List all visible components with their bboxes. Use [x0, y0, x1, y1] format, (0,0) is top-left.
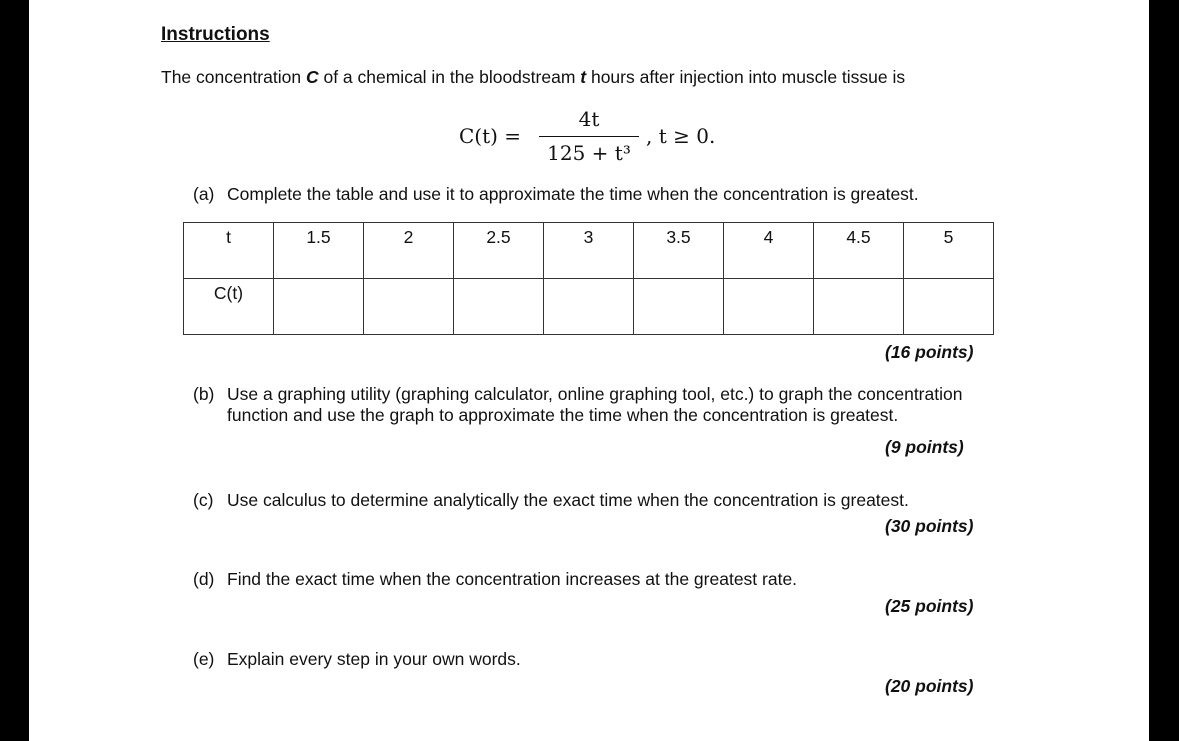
question-c-label: (c): [193, 490, 214, 510]
table-row-ct: [184, 279, 994, 335]
formula-denominator: 125 + t³: [547, 141, 631, 165]
instructions-heading: Instructions: [161, 24, 270, 45]
concentration-formula: [459, 105, 759, 169]
table-cell-empty[interactable]: [724, 279, 814, 335]
points-b: (9 points): [885, 437, 964, 457]
question-a-text: Complete the table and use it to approximate the time when the concentration is greatest.: [227, 184, 919, 204]
values-table: [183, 222, 994, 335]
table-cell: 2: [364, 223, 454, 279]
question-b: [193, 384, 1093, 426]
table-cell-empty[interactable]: [454, 279, 544, 335]
table-cell-empty[interactable]: [634, 279, 724, 335]
fraction-bar: [539, 136, 639, 137]
var-c: C: [305, 67, 319, 87]
table-cell: 4.5: [814, 223, 904, 279]
document-page: [29, 0, 1149, 741]
question-a-label: (a): [193, 184, 215, 204]
question-a: [193, 184, 919, 205]
intro-text: [161, 67, 905, 88]
table-cell-empty[interactable]: [364, 279, 454, 335]
question-b-label: (b): [193, 384, 215, 404]
question-d-text: Find the exact time when the concentration increases at the greatest rate.: [227, 569, 798, 589]
question-e: [193, 649, 521, 670]
table-cell-empty[interactable]: [544, 279, 634, 335]
points-c: (30 points): [885, 516, 974, 536]
question-d-label: (d): [193, 569, 215, 589]
points-d: (25 points): [885, 596, 974, 616]
table-row-t: [184, 223, 994, 279]
formula-numerator: 4t: [578, 107, 600, 131]
question-b-line1: Use a graphing utility (graphing calculator, online graphing tool, etc.) to graph the concentration: [227, 384, 963, 404]
points-e: (20 points): [885, 676, 974, 696]
table-cell: 1.5: [274, 223, 364, 279]
formula-condition: , t ≥ 0.: [646, 124, 716, 148]
question-c: [193, 490, 909, 511]
table-cell-empty[interactable]: [904, 279, 994, 335]
table-cell: 4: [724, 223, 814, 279]
table-cell: 3.5: [634, 223, 724, 279]
intro-before: The concentration: [161, 67, 306, 87]
table-cell-empty[interactable]: [814, 279, 904, 335]
question-d: [193, 569, 797, 590]
points-a: (16 points): [885, 342, 974, 362]
question-e-text: Explain every step in your own words.: [227, 649, 521, 669]
formula-fraction: [539, 105, 639, 167]
table-cell-empty[interactable]: [274, 279, 364, 335]
formula-lhs: C(t) =: [459, 124, 522, 148]
intro-after: hours after injection into muscle tissue is: [586, 67, 906, 87]
table-cell: t: [184, 223, 274, 279]
intro-middle: of a chemical in the bloodstream: [318, 67, 581, 87]
table-cell: 3: [544, 223, 634, 279]
table-cell: 2.5: [454, 223, 544, 279]
question-b-line2: function and use the graph to approximate the time when the concentration is greatest.: [227, 405, 899, 425]
var-t: t: [580, 67, 587, 87]
table-cell: C(t): [184, 279, 274, 335]
table-cell: 5: [904, 223, 994, 279]
question-c-text: Use calculus to determine analytically the exact time when the concentration is greatest.: [227, 490, 909, 510]
question-e-label: (e): [193, 649, 215, 669]
